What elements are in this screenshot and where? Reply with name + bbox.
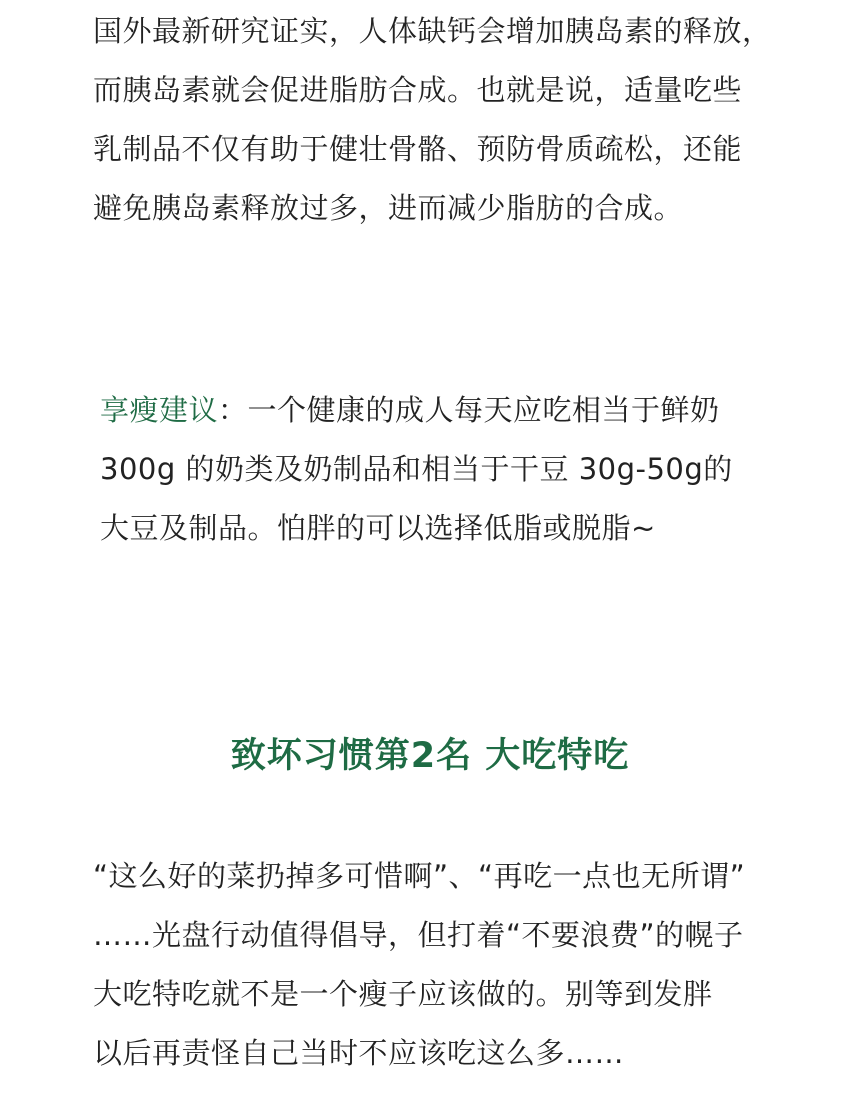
habit-line: ……光盘行动值得倡导，但打着“不要浪费”的幌子 bbox=[93, 918, 744, 952]
habit-line: 大吃特吃就不是一个瘦子应该做的。别等到发胖 bbox=[93, 977, 713, 1011]
tip-line-3: 大豆及制品。怕胖的可以选择低脂或脱脂~ bbox=[100, 511, 656, 545]
intro-paragraph bbox=[0, 2, 860, 238]
habit-line: “这么好的菜扔掉多可惜啊”、“再吃一点也无所谓” bbox=[93, 859, 746, 893]
intro-line: 避免胰岛素释放过多，进而减少脂肪的合成。 bbox=[93, 191, 684, 225]
intro-line: 而胰岛素就会促进脂肪合成。也就是说，适量吃些 bbox=[93, 73, 743, 107]
tip-text: ：一个健康的成人每天应吃相当于鲜奶 bbox=[218, 393, 720, 427]
tip-line-2: 300g 的奶类及奶制品和相当于干豆 30g-50g的 bbox=[100, 452, 733, 486]
section-heading: 致坏习惯第2名 大吃特吃 bbox=[230, 736, 630, 776]
habit-paragraph bbox=[0, 847, 860, 1083]
habit-line: 以后再责怪自己当时不应该吃这么多…… bbox=[93, 1036, 625, 1070]
tip-label: 享瘦建议 bbox=[100, 393, 219, 427]
intro-line: 国外最新研究证实，人体缺钙会增加胰岛素的释放， bbox=[93, 14, 772, 48]
tip-paragraph bbox=[0, 381, 860, 558]
intro-line: 乳制品不仅有助于健壮骨骼、预防骨质疏松，还能 bbox=[93, 132, 743, 166]
tip-line-1 bbox=[100, 381, 860, 440]
